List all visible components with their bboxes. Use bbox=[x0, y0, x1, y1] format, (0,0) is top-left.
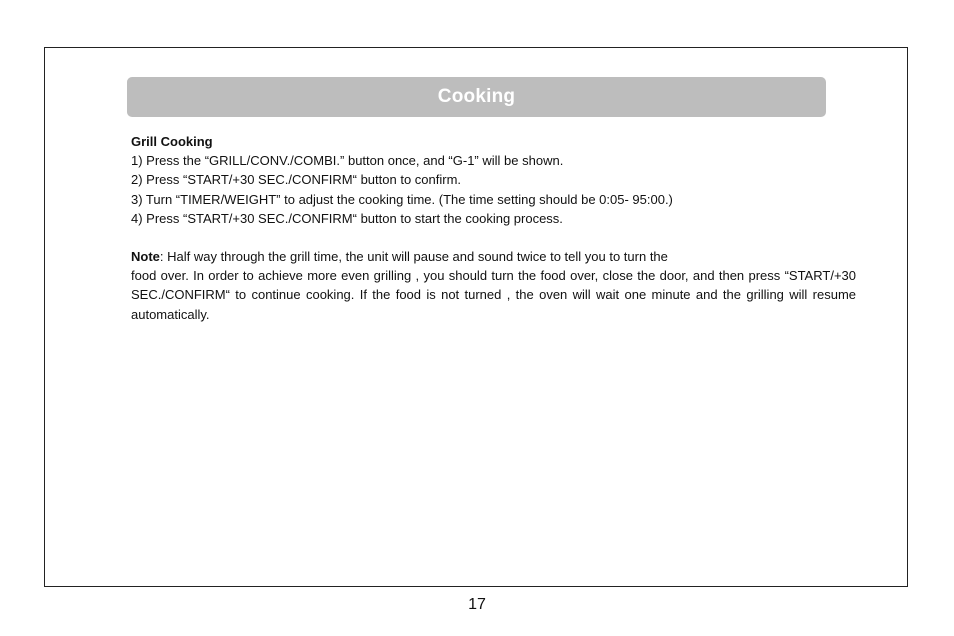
step-4: 4) Press “START/+30 SEC./CONFIRM“ button to start the cooking process. bbox=[131, 210, 563, 226]
note-body: food over. In order to achieve more even grilling , you should turn the food over, close the door, and then press “START/+30 SEC./CONFIRM“ to continue cooking. If the food is not turned , the oven will wait one minute and the grilling will resume automatically. bbox=[131, 268, 856, 322]
manual-content bbox=[131, 132, 856, 324]
note-label: Note bbox=[131, 249, 160, 265]
note-first-text: : Half way through the grill time, the unit will pause and sound twice to tell you to turn the bbox=[159, 249, 668, 265]
section-banner bbox=[127, 77, 826, 117]
section-heading: Grill Cooking bbox=[131, 134, 213, 149]
step-1: 1) Press the “GRILL/CONV./COMBI.” button once, and “G-1” will be shown. bbox=[131, 153, 564, 169]
page-title: Cooking bbox=[437, 86, 516, 107]
step-3: 3) Turn “TIMER/WEIGHT” to adjust the cooking time. (The time setting should be 0:05- 95:00.) bbox=[131, 191, 673, 207]
spacer bbox=[131, 228, 856, 247]
note-first-line bbox=[131, 247, 856, 266]
step-2: 2) Press “START/+30 SEC./CONFIRM“ button to confirm. bbox=[131, 172, 462, 188]
page-number: 17 bbox=[468, 596, 486, 613]
